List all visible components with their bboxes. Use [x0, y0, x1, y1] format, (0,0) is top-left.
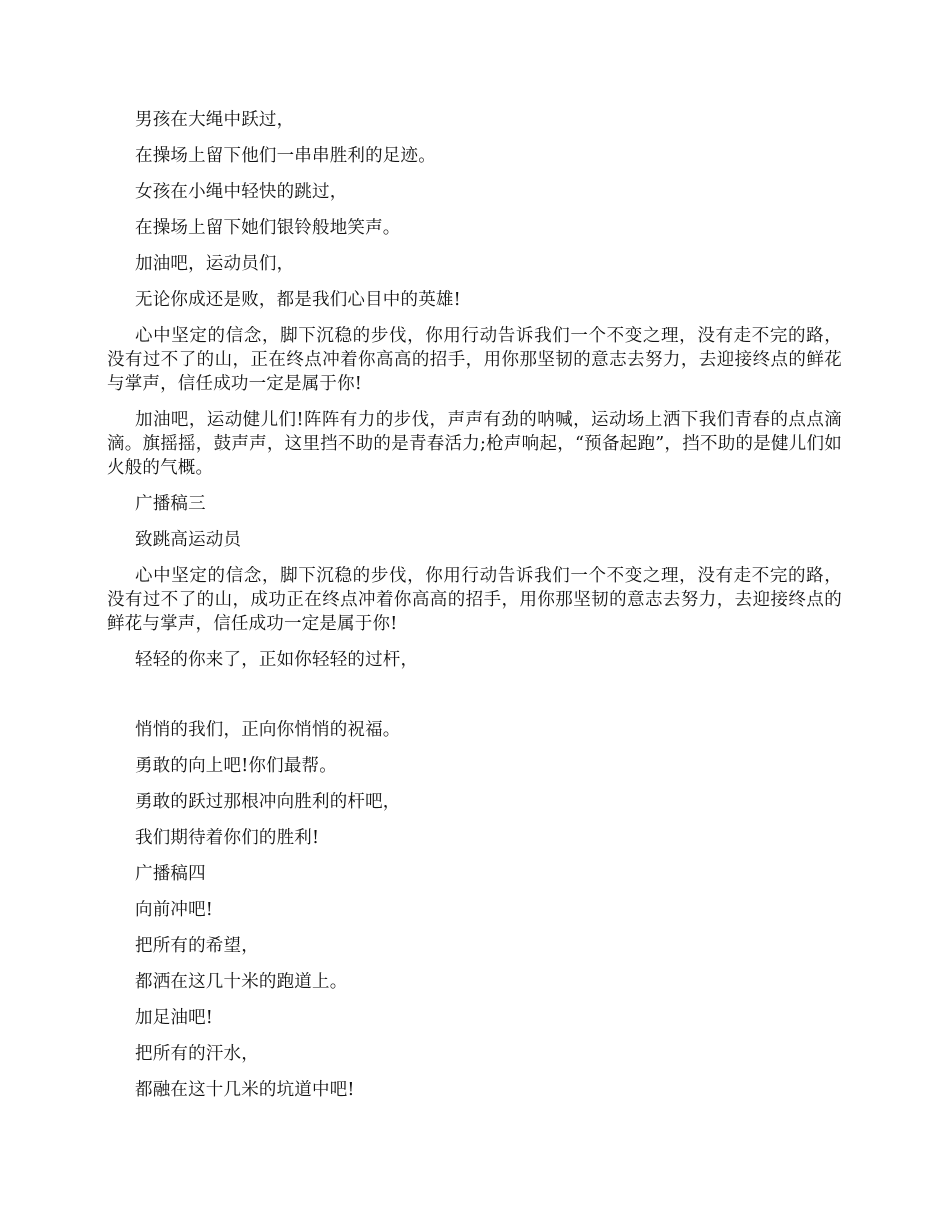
paragraph: 在操场上留下她们银铃般地笑声。 [135, 218, 401, 238]
paragraph: 都洒在这几十米的跑道上。 [135, 972, 348, 992]
paragraph: 心中坚定的信念，脚下沉稳的步伐，你用行动告诉我们一个不变之理，没有走不完的路，没有过不了的山，成功正在终点冲着你高高的招手，用你那坚韧的意志去努力，去迎接终点的鲜花与掌声，信任成功一定是属于你! [107, 566, 842, 634]
section-subtitle: 致跳高运动员 [135, 530, 242, 550]
section-heading: 广播稿四 [135, 864, 206, 884]
blank-gap [107, 684, 842, 718]
paragraph: 勇敢的向上吧!你们最帮。 [135, 756, 337, 776]
paragraph: 勇敢的跃过那根冲向胜利的杆吧， [135, 792, 401, 812]
paragraph: 无论你成还是败，都是我们心目中的英雄! [135, 290, 461, 310]
paragraph: 悄悄的我们，正向你悄悄的祝福。 [135, 720, 401, 740]
paragraph: 男孩在大绳中跃过， [135, 110, 295, 130]
document-body [107, 108, 842, 1114]
paragraph: 把所有的汗水， [135, 1044, 259, 1064]
paragraph: 向前冲吧! [135, 900, 214, 920]
paragraph: 轻轻的你来了，正如你轻轻的过杆， [135, 650, 419, 670]
paragraph: 都融在这十几米的坑道中吧! [135, 1080, 355, 1100]
paragraph: 女孩在小绳中轻快的跳过， [135, 182, 348, 202]
paragraph: 加油吧，运动员们， [135, 254, 295, 274]
section-heading: 广播稿三 [135, 494, 206, 514]
paragraph: 在操场上留下他们一串串胜利的足迹。 [135, 146, 436, 166]
paragraph: 加足油吧! [135, 1008, 214, 1028]
paragraph: 我们期待着你们的胜利! [135, 828, 320, 848]
paragraph: 加油吧，运动健儿们!阵阵有力的步伐，声声有劲的呐喊，运动场上洒下我们青春的点点滴滴。旗摇摇，鼓声声，这里挡不助的是青春活力;枪声响起，“预备起跑”，挡不助的是健儿们如火般的气概。 [107, 410, 842, 478]
paragraph: 心中坚定的信念，脚下沉稳的步伐，你用行动告诉我们一个不变之理，没有走不完的路，没有过不了的山，正在终点冲着你高高的招手，用你那坚韧的意志去努力，去迎接终点的鲜花与掌声，信任成功一定是属于你! [107, 326, 842, 394]
paragraph: 把所有的希望， [135, 936, 259, 956]
